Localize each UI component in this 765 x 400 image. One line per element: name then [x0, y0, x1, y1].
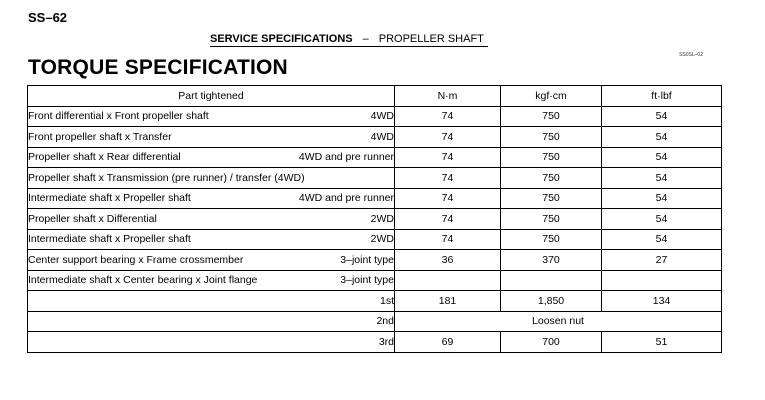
table-row: [28, 168, 722, 189]
step-instruction: Loosen nut: [395, 311, 722, 332]
table-header-row: [28, 86, 722, 107]
kgfcm-value: 750: [501, 106, 602, 127]
ftlbf-value: 54: [602, 147, 722, 168]
torque-spec-table: [27, 85, 722, 353]
part-condition: 4WD: [370, 110, 394, 123]
kgfcm-value: 750: [501, 229, 602, 250]
kgfcm-value: 750: [501, 209, 602, 230]
section-title: SERVICE SPECIFICATIONS: [210, 33, 353, 45]
kgfcm-value: 750: [501, 127, 602, 148]
part-condition: 3–joint type: [340, 253, 394, 266]
part-name: Propeller shaft x Transmission (pre runner) / transfer (4WD): [28, 171, 305, 184]
part-name: Center support bearing x Frame crossmember: [28, 253, 244, 266]
column-header-part: Part tightened: [28, 86, 395, 107]
column-header-ftlbf: ft·lbf: [602, 86, 722, 107]
step-label: 2nd: [28, 311, 395, 332]
ftlbf-value: 54: [602, 106, 722, 127]
header-rule: [210, 46, 488, 47]
nm-value: 74: [395, 127, 501, 148]
part-name: Propeller shaft x Differential: [28, 212, 157, 225]
part-cell: [28, 168, 395, 189]
part-condition: 4WD and pre runner: [298, 151, 394, 164]
ftlbf-value: 54: [602, 188, 722, 209]
step-row: [28, 311, 722, 332]
nm-value: 74: [395, 147, 501, 168]
ftlbf-value: 54: [602, 127, 722, 148]
part-cell: [28, 209, 395, 230]
part-cell: [28, 106, 395, 127]
nm-value: 181: [395, 291, 501, 312]
part-cell: [28, 250, 395, 271]
step-row: [28, 291, 722, 312]
step-row: [28, 332, 722, 353]
ftlbf-value: 54: [602, 209, 722, 230]
nm-value: 69: [395, 332, 501, 353]
table-row: [28, 250, 722, 271]
table-row: [28, 209, 722, 230]
part-condition: 2WD: [370, 233, 394, 246]
header-separator: –: [362, 33, 369, 45]
nm-value: [395, 270, 501, 291]
part-condition: 4WD: [370, 130, 394, 143]
part-cell: [28, 229, 395, 250]
part-name: Intermediate shaft x Center bearing x Joint flange: [28, 274, 258, 287]
kgfcm-value: 1,850: [501, 291, 602, 312]
kgfcm-value: 370: [501, 250, 602, 271]
nm-value: 74: [395, 106, 501, 127]
table-row: [28, 229, 722, 250]
subsection-title: PROPELLER SHAFT: [378, 33, 484, 45]
kgfcm-value: [501, 270, 602, 291]
part-name: Front differential x Front propeller shaft: [28, 110, 209, 123]
kgfcm-value: 750: [501, 168, 602, 189]
table-row: [28, 127, 722, 148]
table-row: [28, 188, 722, 209]
kgfcm-value: 750: [501, 188, 602, 209]
page-number: SS–62: [28, 10, 68, 25]
document-code: SS0SL–02: [679, 52, 703, 58]
ftlbf-value: 134: [602, 291, 722, 312]
part-name: Intermediate shaft x Propeller shaft: [28, 233, 191, 246]
part-cell: [28, 147, 395, 168]
table-row: [28, 106, 722, 127]
part-condition: 2WD: [370, 212, 394, 225]
part-condition: 4WD and pre runner: [298, 192, 394, 205]
section-header: [210, 33, 484, 45]
nm-value: 74: [395, 209, 501, 230]
part-name: Propeller shaft x Rear differential: [28, 151, 181, 164]
ftlbf-value: [602, 270, 722, 291]
nm-value: 36: [395, 250, 501, 271]
kgfcm-value: 750: [501, 147, 602, 168]
ftlbf-value: 51: [602, 332, 722, 353]
column-header-kgfcm: kgf·cm: [501, 86, 602, 107]
table-row: [28, 147, 722, 168]
ftlbf-value: 27: [602, 250, 722, 271]
part-cell: [28, 188, 395, 209]
ftlbf-value: 54: [602, 229, 722, 250]
part-condition: 3–joint type: [340, 274, 394, 287]
step-label: 3rd: [28, 332, 395, 353]
nm-value: 74: [395, 229, 501, 250]
part-name: Intermediate shaft x Propeller shaft: [28, 192, 191, 205]
column-header-nm: N·m: [395, 86, 501, 107]
page-title: TORQUE SPECIFICATION: [28, 56, 288, 79]
ftlbf-value: 54: [602, 168, 722, 189]
table-row: [28, 270, 722, 291]
step-label: 1st: [28, 291, 395, 312]
part-cell: [28, 270, 395, 291]
part-name: Front propeller shaft x Transfer: [28, 130, 172, 143]
nm-value: 74: [395, 168, 501, 189]
kgfcm-value: 700: [501, 332, 602, 353]
nm-value: 74: [395, 188, 501, 209]
part-cell: [28, 127, 395, 148]
